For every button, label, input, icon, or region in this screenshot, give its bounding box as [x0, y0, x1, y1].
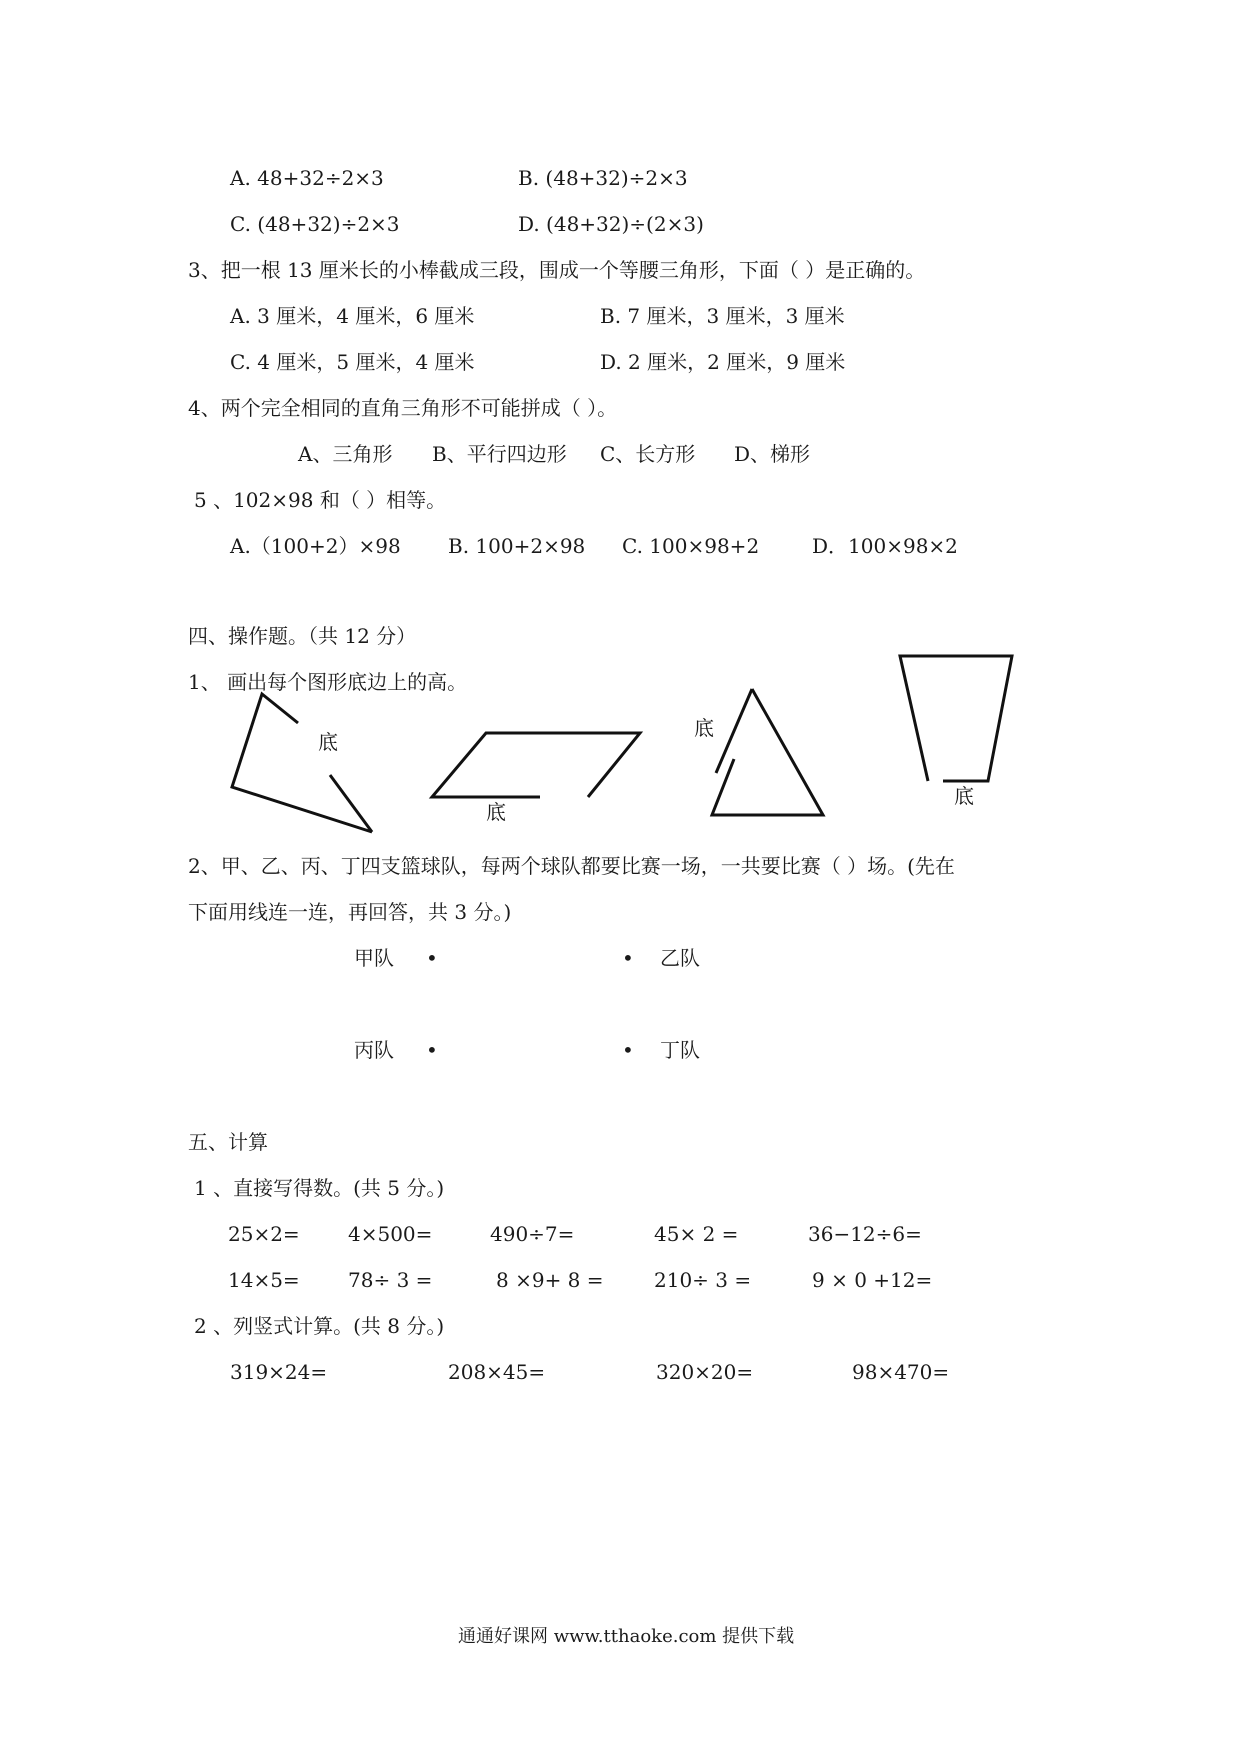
section4-title: 四、操作题。（共 12 分）: [188, 624, 417, 648]
calc-r1-1: 25×2=: [228, 1222, 300, 1246]
q2-option-c: C. (48+32)÷2×3: [230, 212, 400, 236]
q4-option-a: A、三角形: [298, 442, 393, 466]
q4-option-c: C、长方形: [600, 442, 696, 466]
parallelogram-sides: [432, 733, 640, 797]
q5-question: 5 、102×98 和（ ）相等。: [194, 488, 447, 512]
team-bing: 丙队: [354, 1038, 394, 1062]
calc-r1-5: 36−12÷6=: [808, 1222, 922, 1246]
calc-r1-2: 4×500=: [348, 1222, 433, 1246]
trapezoid-sides: [900, 656, 1012, 781]
calc-r1-3: 490÷7=: [490, 1222, 575, 1246]
section5-title: 五、计算: [188, 1130, 268, 1154]
q2-option-d: D. (48+32)÷(2×3): [518, 212, 704, 236]
dot-bing[interactable]: •: [426, 1038, 438, 1062]
triangle-1-sides: [232, 694, 372, 832]
section5-q2: 2 、列竖式计算。(共 8 分。): [194, 1314, 445, 1338]
vertical-calc-3: 320×20=: [656, 1360, 754, 1384]
q3-option-d: D. 2 厘米，2 厘米，9 厘米: [600, 350, 846, 374]
calc-r2-2: 78÷ 3 =: [348, 1268, 433, 1292]
q3-option-b: B. 7 厘米，3 厘米，3 厘米: [600, 304, 845, 328]
q4-option-b: B、平行四边形: [432, 442, 567, 466]
team-yi: 乙队: [660, 946, 700, 970]
q4-question: 4、两个完全相同的直角三角形不可能拼成（ ）。: [188, 396, 618, 420]
triangle-1-base-lower: [330, 775, 372, 832]
triangle-1-base-label: 底: [318, 730, 338, 754]
footer-text: 通通好课网 www.tthaoke.com 提供下载: [458, 1626, 795, 1647]
q2-option-a: A. 48+32÷2×3: [230, 166, 384, 190]
section5-q1: 1 、直接写得数。(共 5 分。): [194, 1176, 445, 1200]
team-ding: 丁队: [660, 1038, 700, 1062]
q3-option-a: A. 3 厘米，4 厘米，6 厘米: [230, 304, 475, 328]
calc-r2-5: 9 × 0 +12=: [812, 1268, 933, 1292]
q3-option-c: C. 4 厘米，5 厘米，4 厘米: [230, 350, 475, 374]
section4-q2-line1: 2、甲、乙、丙、丁四支篮球队，每两个球队都要比赛一场，一共要比赛（ ）场。(先在: [188, 854, 955, 878]
parallelogram-base-label: 底: [486, 800, 506, 824]
q3-question: 3、把一根 13 厘米长的小棒截成三段，围成一个等腰三角形，下面（ ）是正确的。: [188, 258, 926, 282]
dot-jia[interactable]: •: [426, 946, 438, 970]
vertical-calc-2: 208×45=: [448, 1360, 546, 1384]
q4-option-d: D、梯形: [734, 442, 811, 466]
triangle-2-sides-2: [712, 689, 823, 815]
calc-r2-4: 210÷ 3 =: [654, 1268, 752, 1292]
q5-option-b: B. 100+2×98: [448, 534, 586, 558]
q5-option-a: A.（100+2）×98: [230, 534, 401, 558]
trapezoid-base-label: 底: [954, 784, 974, 808]
team-jia: 甲队: [354, 946, 394, 970]
calc-r2-3: 8 ×9+ 8 =: [496, 1268, 604, 1292]
triangle-2-base-label: 底: [694, 716, 714, 740]
q5-option-c: C. 100×98+2: [622, 534, 760, 558]
q5-option-d: D．100×98×2: [812, 534, 958, 558]
section4-q2-line2: 下面用线连一连，再回答，共 3 分。): [188, 900, 512, 924]
vertical-calc-4: 98×470=: [852, 1360, 950, 1384]
dot-ding[interactable]: •: [622, 1038, 634, 1062]
q2-option-b: B. (48+32)÷2×3: [518, 166, 688, 190]
section4-q1: 1、 画出每个图形底边上的高。: [188, 670, 468, 694]
vertical-calc-1: 319×24=: [230, 1360, 328, 1384]
calc-r2-1: 14×5=: [228, 1268, 300, 1292]
calc-r1-4: 45× 2 =: [654, 1222, 739, 1246]
dot-yi[interactable]: •: [622, 946, 634, 970]
